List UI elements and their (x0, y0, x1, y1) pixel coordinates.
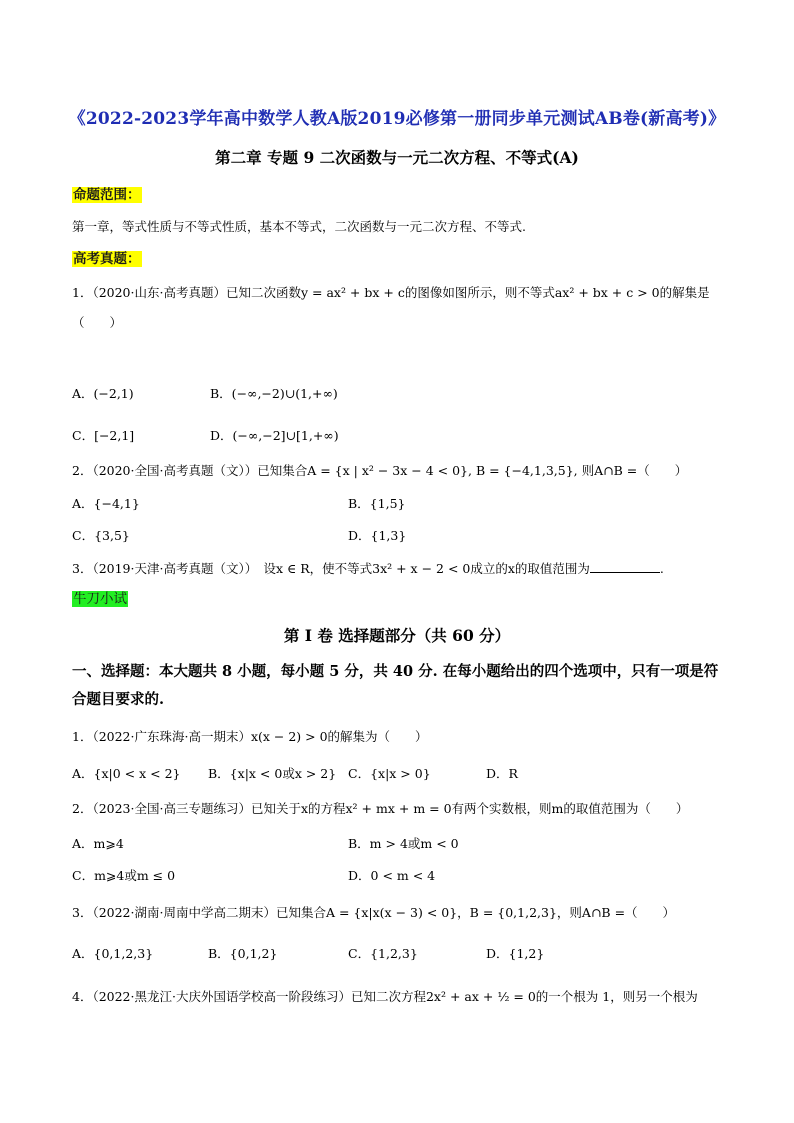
gaokao-q2-text: 2．（2020·全国·高考真题（文））已知集合A = {x | x² − 3x − 4 < 0}, B = {−4,1,3,5}, 则A∩B =（ ） (72, 463, 688, 478)
question-2-option-a: A．m⩾4 (72, 836, 124, 851)
question-2-option-b: B．m > 4或m < 0 (348, 836, 459, 851)
sub-title: 第二章 专题 9 二次函数与一元二次方程、不等式(A) (215, 148, 579, 167)
practice-heading (72, 590, 128, 608)
scope-text: 第一章，等式性质与不等式性质，基本不等式，二次函数与一元二次方程、不等式. (72, 219, 526, 234)
question-3-option-a: A．{0,1,2,3} (72, 946, 154, 961)
gaokao-q1-option-a: A．(−2,1) (72, 386, 134, 401)
practice-label: 牛刀小试 (73, 591, 127, 607)
gaokao-q1-option-c: C．[−2,1] (72, 428, 135, 443)
question-1-option-c: C．{x|x > 0} (348, 766, 431, 781)
scope-heading (72, 186, 142, 204)
question-4-text: 4．（2022·黑龙江·大庆外国语学校高一阶段练习）已知二次方程2x² + ax + ½ = 0的一个根为 1，则另一个根为 (72, 989, 698, 1004)
section-title: 第 I 卷 选择题部分（共 60 分） (283, 626, 511, 645)
question-1-option-b: B．{x|x < 0或x > 2} (208, 766, 337, 781)
question-1-text: 1．（2022·广东珠海·高一期末）x(x − 2) > 0的解集为（ ） (72, 729, 428, 744)
question-3-option-c: C．{1,2,3} (348, 946, 418, 961)
gaokao-q2-option-d: D．{1,3} (348, 528, 407, 543)
gaokao-q1-paren: （ ） (72, 315, 123, 330)
section-instructions: 一、选择题：本大题共 8 小题，每小题 5 分，共 40 分. 在每小题给出的四个选项中，只有一项是符合题目要求的. (72, 663, 719, 708)
gaokao-q2-option-c: C．{3,5} (72, 528, 130, 543)
question-3-option-b: B．{0,1,2} (208, 946, 278, 961)
question-1-option-d: D．R (486, 766, 518, 781)
question-3-text: 3．（2022·湖南·周南中学高二期末）已知集合A = {x|x(x − 3) < 0}，B = {0,1,2,3}，则A∩B =（ ） (72, 905, 676, 920)
question-2-option-d: D．0 < m < 4 (348, 868, 436, 883)
question-1-option-a: A．{x|0 < x < 2} (72, 766, 181, 781)
gaokao-q1-text: 1．（2020·山东·高考真题）已知二次函数y = ax² + bx + c的图像如图所示，则不等式ax² + bx + c > 0的解集是 (72, 285, 710, 300)
gaokao-q2-option-b: B．{1,5} (348, 496, 406, 511)
gaokao-q3 (72, 560, 664, 578)
gaokao-q2-option-a: A．{−4,1} (72, 496, 140, 511)
gaokao-q3-end: . (659, 561, 664, 576)
scope-label: 命题范围： (73, 187, 141, 203)
gaokao-q1-option-b: B．(−∞,−2)∪(1,+∞) (210, 386, 338, 401)
gaokao-label: 高考真题： (73, 251, 141, 267)
gaokao-q1-option-d: D．(−∞,−2]∪[1,+∞) (210, 428, 339, 443)
gaokao-heading (72, 250, 142, 268)
main-title: 《2022-2023学年高中数学人教A版2019必修第一册同步单元测试AB卷(新高考)》 (68, 109, 726, 129)
question-2-option-c: C．m⩾4或m ≤ 0 (72, 868, 176, 883)
question-3-option-d: D．{1,2} (486, 946, 545, 961)
question-2-text: 2．（2023·全国·高三专题练习）已知关于x的方程x² + mx + m = 0有两个实数根，则m的取值范围为（ ） (72, 801, 689, 816)
gaokao-q3-text: 3．（2019·天津·高考真题（文）） 设x ∈ R，使不等式3x² + x − 2 < 0成立的x的取值范围为 (72, 561, 590, 576)
answer-blank[interactable] (590, 560, 660, 573)
